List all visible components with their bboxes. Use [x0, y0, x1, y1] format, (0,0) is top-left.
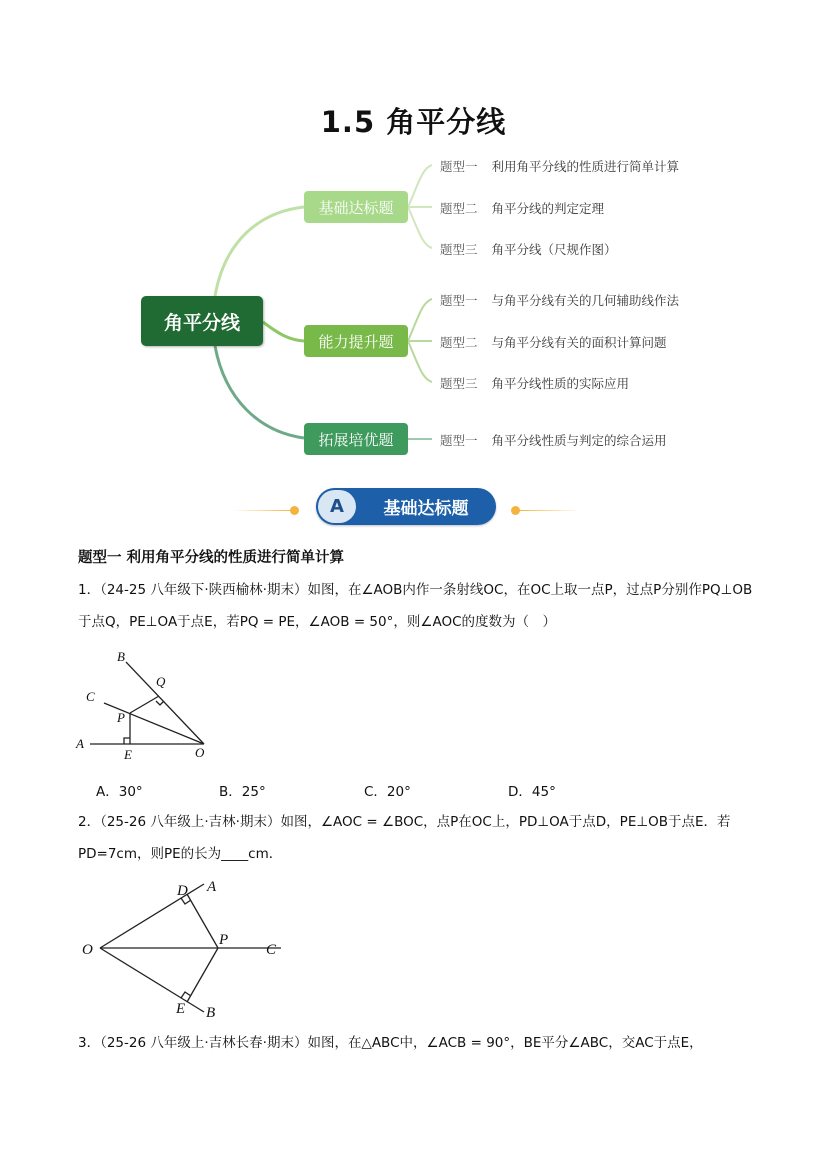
section-letter: A: [318, 490, 356, 523]
question-1: 1．（24-25 八年级下·陕西榆林·期末）如图，在∠AOB内作一条射线OC，在OC上取一点P，过点P分别作PQ⊥OB于点Q，PE⊥OA于点E，若PQ = PE，∠AOB = 50°，则∠AOC的度数为（ ）: [78, 582, 753, 630]
leaf-tag: 题型二: [440, 335, 478, 350]
q2-label-D: D: [177, 883, 188, 899]
mindmap-leaf: [440, 157, 679, 175]
q1-label-B: B: [117, 649, 125, 664]
mindmap-branch-extended: 拓展培优题: [304, 423, 408, 455]
question-2: 2．（25-26 八年级上·吉林·期末）如图，∠AOC = ∠BOC，点P在OC上，PD⊥OA于点D，PE⊥OB于点E．若PD=7cm，则PE的长为____cm．: [78, 814, 731, 862]
leaf-tag: 题型一: [440, 293, 478, 308]
leaf-text: 角平分线性质与判定的综合运用: [491, 433, 667, 448]
leaf-text: 角平分线（尺规作图）: [491, 242, 617, 257]
q1-option-d: D．45°: [508, 784, 556, 800]
leaf-tag: 题型三: [440, 242, 478, 257]
page-title: 1.5 角平分线: [320, 105, 507, 139]
leaf-tag: 题型一: [440, 433, 478, 448]
mindmap-branch-advanced: 能力提升题: [304, 325, 408, 357]
q1-label-A: A: [76, 736, 84, 751]
q2-label-O: O: [82, 942, 93, 958]
q1-label-E: E: [124, 747, 132, 762]
mindmap-leaf: [440, 240, 617, 258]
leaf-tag: 题型三: [440, 376, 478, 391]
q2-figure: [76, 870, 296, 1020]
q1-label-Q: Q: [156, 674, 166, 689]
q1-label-C: C: [86, 689, 95, 704]
leaf-text: 角平分线的判定定理: [491, 201, 605, 216]
q1-option-c: C．20°: [364, 784, 411, 800]
banner-line-right: [518, 510, 580, 511]
banner-dot-left: [290, 506, 299, 515]
q1-option-a: A．30°: [96, 784, 143, 800]
q2-label-E: E: [176, 1001, 186, 1017]
q1-figure: [70, 646, 220, 764]
q1-label-P: P: [117, 710, 125, 725]
leaf-text: 角平分线性质的实际应用: [491, 376, 630, 391]
section-label: 基础达标题: [383, 499, 469, 519]
q2-label-C: C: [266, 942, 277, 958]
mindmap-connectors: [0, 0, 827, 470]
mindmap-branch-basic: 基础达标题: [304, 191, 408, 223]
leaf-text: 与角平分线有关的几何辅助线作法: [491, 293, 680, 308]
q2-label-A: A: [207, 879, 217, 895]
q1-label-O: O: [195, 745, 205, 760]
mindmap-leaf: [440, 291, 679, 309]
mindmap-leaf: [440, 431, 667, 449]
q1-option-b: B．25°: [219, 784, 266, 800]
topic-heading: 题型一 利用角平分线的性质进行简单计算: [78, 550, 345, 566]
mindmap-leaf: [440, 374, 629, 392]
question-3: 3．（25-26 八年级上·吉林长春·期末）如图，在△ABC中，∠ACB = 90°，BE平分∠ABC，交AC于点E，: [78, 1035, 703, 1051]
q2-label-P: P: [219, 932, 229, 948]
q2-label-B: B: [206, 1005, 216, 1020]
banner-line-left: [232, 510, 294, 511]
mindmap-leaf: [440, 333, 667, 351]
mindmap-root: 角平分线: [141, 296, 263, 346]
leaf-tag: 题型一: [440, 159, 478, 174]
leaf-text: 利用角平分线的性质进行简单计算: [491, 159, 680, 174]
leaf-text: 与角平分线有关的面积计算问题: [491, 335, 667, 350]
leaf-tag: 题型二: [440, 201, 478, 216]
mindmap-leaf: [440, 199, 604, 217]
